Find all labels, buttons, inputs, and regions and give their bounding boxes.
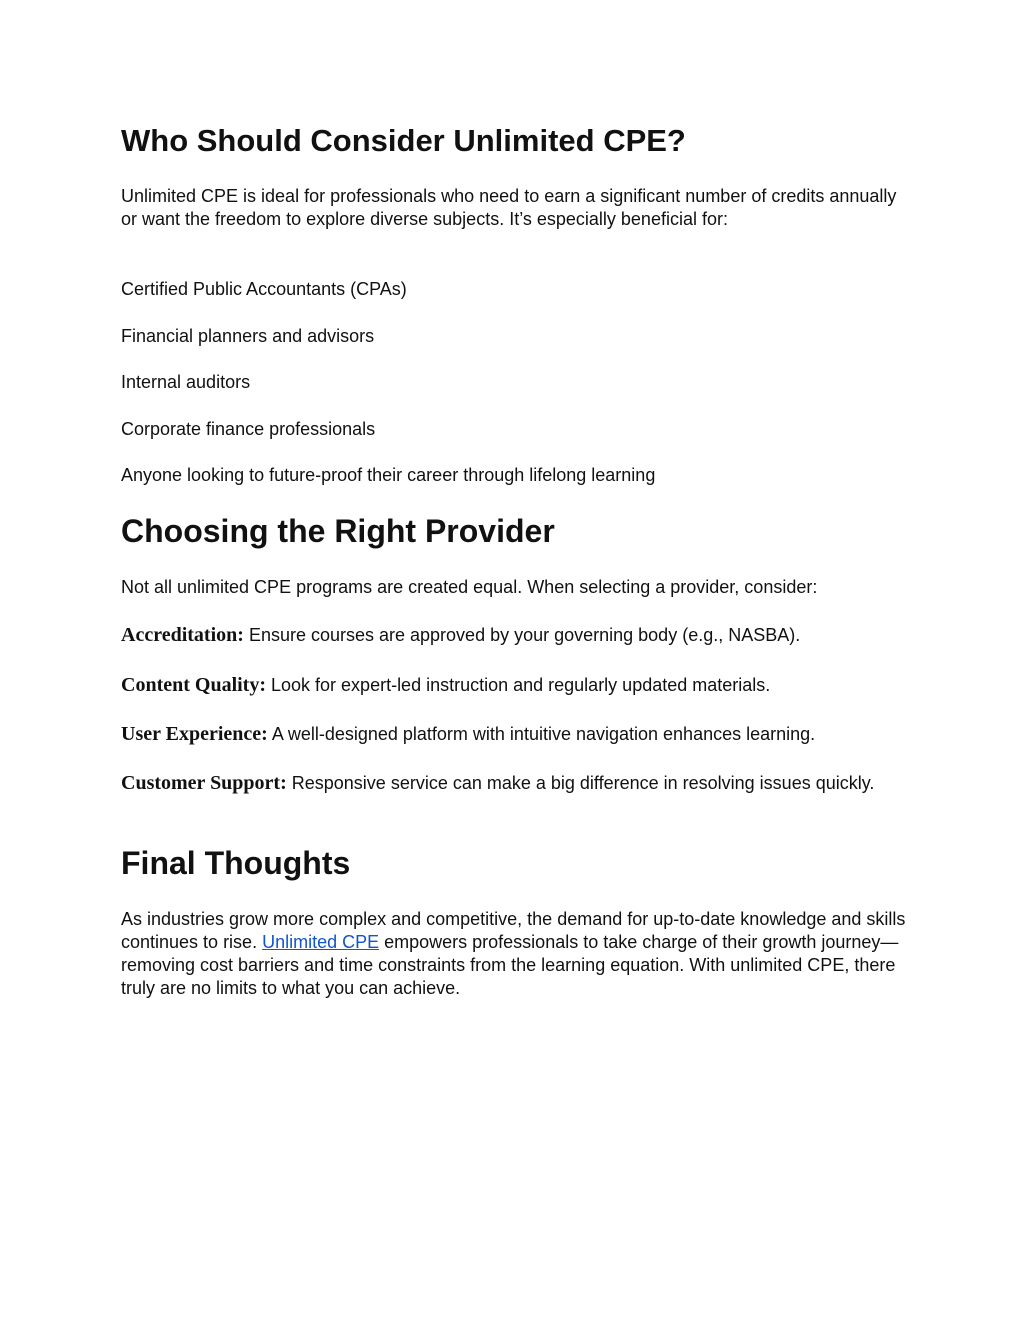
criterion-term: User Experience:: [121, 723, 268, 745]
criterion-text: Responsive service can make a big difference in resolving issues quickly.: [286, 773, 875, 793]
provider-intro-paragraph: Not all unlimited CPE programs are created equal. When selecting a provider, consider:: [121, 577, 818, 597]
heading-choosing-provider: Choosing the Right Provider: [121, 513, 555, 549]
criterion-user-experience: [121, 723, 911, 746]
unlimited-cpe-link[interactable]: Unlimited CPE: [262, 932, 380, 952]
criterion-term: Accreditation:: [121, 624, 244, 646]
audience-item: Certified Public Accountants (CPAs): [121, 279, 407, 299]
criterion-text: Ensure courses are approved by your governing body (e.g., NASBA).: [243, 625, 801, 645]
heading-who-should-consider: Who Should Consider Unlimited CPE?: [121, 123, 686, 158]
final-text-before-link: As industries grow more complex and competitive, the demand for up-to-date knowledge and skills continues to rise.: [121, 909, 906, 952]
criterion-content-quality: [121, 674, 911, 697]
audience-item: Financial planners and advisors: [121, 326, 375, 346]
final-text-after-link: empowers professionals to take charge of their growth journey—removing cost barriers and time constraints from the learning equation. With unlimited CPE, there truly are no limits to what you can achieve.: [121, 932, 899, 998]
criterion-text: A well-designed platform with intuitive navigation enhances learning.: [267, 724, 816, 744]
criterion-text: Look for expert-led instruction and regularly updated materials.: [266, 675, 771, 695]
criterion-term: Content Quality:: [121, 674, 266, 696]
final-paragraph: [121, 908, 906, 1000]
audience-item: Corporate finance professionals: [121, 419, 376, 439]
criterion-customer-support: [121, 772, 911, 795]
criterion-accreditation: [121, 624, 911, 647]
audience-item: Anyone looking to future-proof their career through lifelong learning: [121, 465, 656, 485]
audience-item: Internal auditors: [121, 372, 251, 392]
heading-final-thoughts: Final Thoughts: [121, 845, 351, 881]
intro-paragraph: Unlimited CPE is ideal for professionals who need to earn a significant number of credits annually or want the freedom to explore diverse subjects. It’s especially beneficial for:: [121, 186, 897, 229]
criterion-term: Customer Support:: [121, 772, 287, 794]
